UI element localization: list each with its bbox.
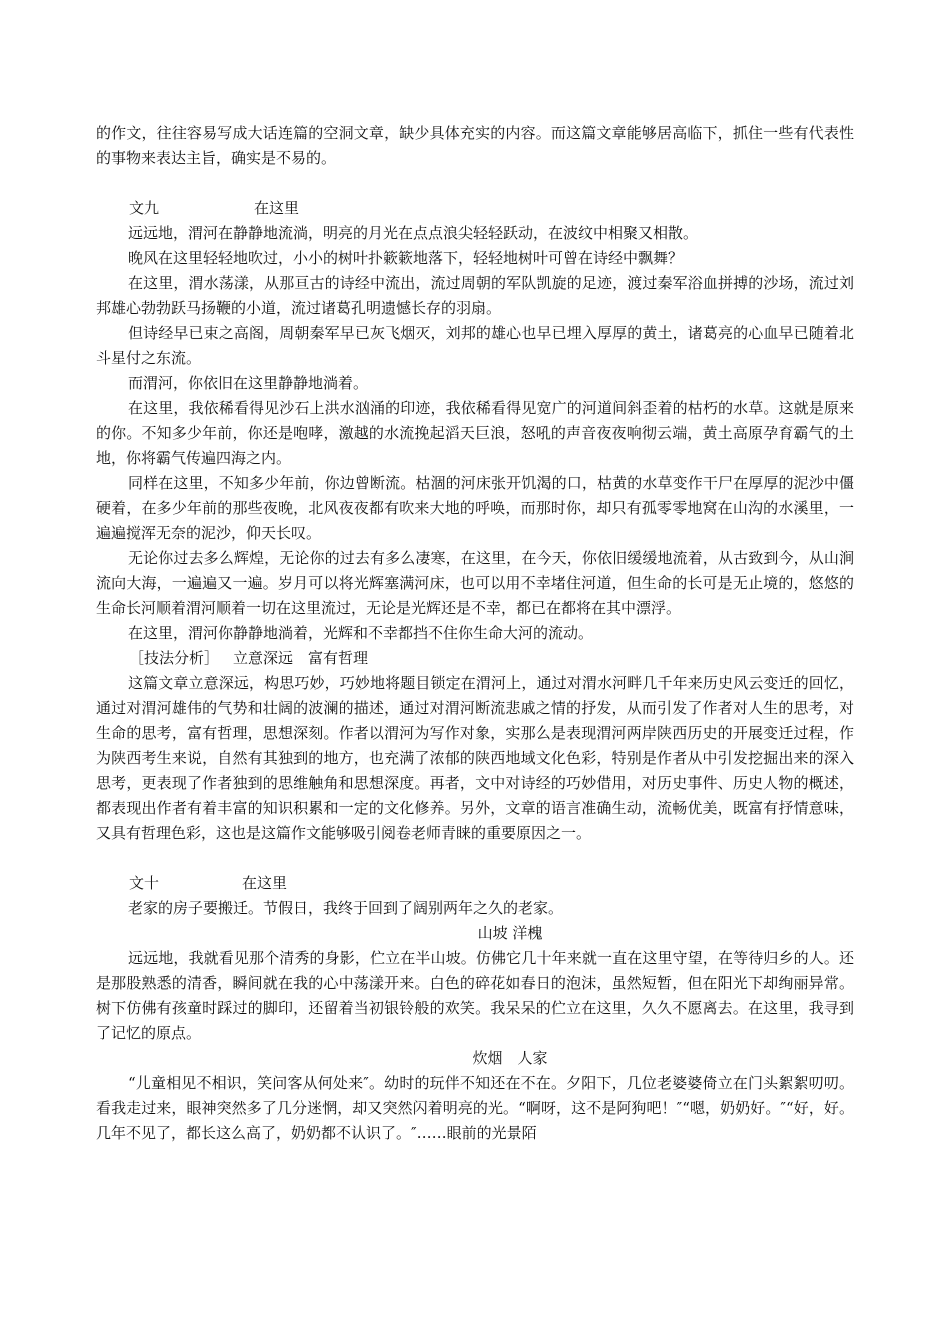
continuation-paragraph: 的作文，往往容易写成大话连篇的空洞文章，缺少具体充实的内容。而这篇文章能够居高临下，抓住一些有代表性的事物来表达主旨，确实是不易的。 bbox=[96, 124, 854, 167]
essay10-section1-text: 远远地，我就看见那个清秀的身影，伫立在半山坡。仿佛它几十年来就一直在这里守望，在等待归乡的人。还是那股熟悉的清香，瞬间就在我的心中荡漾开来。白色的碎花如春日的泡沫，虽然短暂，但在阳光下却绚丽异常。树下仿佛有孩童时踩过的脚印，还留着当初银铃般的欢笑。我呆呆的伫立在这里，久久不愿离去。在这里，我寻到了记忆的原点。 bbox=[96, 949, 854, 1042]
essay10-title: 在这里 bbox=[242, 874, 288, 892]
essay9-paragraph: 在这里，渭水荡漾，从那亘古的诗经中流出，流过周朝的军队凯旋的足迹，渡过秦军浴血拼搏的沙场，流过刘邦雄心勃勃跃马扬鞭的小道，流过诸葛孔明遗憾长存的羽扇。 bbox=[96, 274, 854, 317]
essay9-heading bbox=[96, 196, 854, 221]
essay10-label: 文十 bbox=[129, 874, 160, 892]
essay9-paragraph: 晚风在这里轻轻地吹过，小小的树叶扑簌簌地落下，轻轻地树叶可曾在诗经中飘舞？ bbox=[128, 249, 684, 267]
essay9-analysis-text: 这篇文章立意深远，构思巧妙，巧妙地将题目锁定在渭河上，通过对渭水河畔几千年来历史风云变迁的回忆，通过对渭河雄伟的气势和壮阔的波澜的描述，通过对渭河断流悲戚之情的抒发，从而引发了作者对人生的思考，对生命的思考，富有哲理，思想深刻。作者以渭河为写作对象，实那么是表现渭河两岸陕西历史的开展变迁过程，作为陕西考生来说，自然有其独到的地方，也充满了浓郁的陕西地域文化色彩，特别是作者从中引发挖掘出来的深入思考，更表现了作者独到的思维触角和思想深度。再者，文中对诗经的巧妙借用，对历史事件、历史人物的概述，都表现出作者有着丰富的知识积累和一定的文化修养。另外，文章的语言准确生动，流畅优美，既富有抒情意味，又具有哲理色彩，这也是这篇作文能够吸引阅卷老师青睐的重要原因之一。 bbox=[96, 674, 854, 842]
essay10-heading bbox=[96, 871, 854, 896]
essay10-section2-title: 炊烟 人家 bbox=[472, 1049, 548, 1067]
essay9-paragraph: 在这里，我依稀看得见沙石上洪水汹涌的印迹，我依稀看得见宽广的河道间斜歪着的枯朽的水草。这就是原来的你。不知多少年前，你还是咆哮，激越的水流挽起滔天巨浪，怒吼的声音夜夜响彻云端，黄土高原孕育霸气的土地，你将霸气传遍四海之内。 bbox=[96, 399, 854, 467]
analysis-title: 立意深远 富有哲理 bbox=[233, 649, 369, 667]
essay10-section2-text: “儿童相见不相识，笑问客从何处来″。幼时的玩伴不知还在不在。夕阳下，几位老婆婆倚立在门头絮絮叨叨。看我走过来，眼神突然多了几分迷惘，却又突然闪着明亮的光。“啊呀，这不是阿狗吧！″“嗯，奶奶好。″“好，好。几年不见了，都长这么高了，奶奶都不认识了。″……眼前的光景陌 bbox=[96, 1074, 854, 1142]
spacer bbox=[96, 171, 854, 196]
essay9-paragraph: 在这里，渭河你静静地淌着，光辉和不幸都挡不住你生命大河的流动。 bbox=[128, 624, 594, 642]
analysis-label: ［技法分析］ bbox=[129, 649, 220, 667]
essay9-paragraph: 远远地，渭河在静静地流淌，明亮的月光在点点浪尖轻轻跃动，在波纹中相聚又相散。 bbox=[128, 224, 699, 242]
essay9-paragraph: 同样在这里，不知多少年前，你边曾断流。枯涸的河床张开饥渴的口，枯黄的水草变作干尸在厚厚的泥沙中僵硬着，在多少年前的那些夜晚，北风夜夜都有吹来大地的呼唤，而那时你，却只有孤零零地窝在山沟的水溪里，一遍遍搅浑无奈的泥沙，仰天长叹。 bbox=[96, 474, 854, 542]
essay9-label: 文九 bbox=[129, 199, 160, 217]
spacer bbox=[96, 846, 854, 871]
essay9-paragraph: 但诗经早已束之高阁，周朝秦军早已灰飞烟灭，刘邦的雄心也早已埋入厚厚的黄土，诸葛亮的心血早已随着北斗星付之东流。 bbox=[96, 324, 854, 367]
essay9-paragraph: 无论你过去多么辉煌，无论你的过去有多么凄寒，在这里，在今天，你依旧缓缓地流着，从古致到今，从山涧流向大海，一遍遍又一遍。岁月可以将光辉塞满河床，也可以用不幸堵住河道，但生命的长可是无止境的，悠悠的生命长河顺着渭河顺着一切在这里流过，无论是光辉还是不幸，都已在都将在其中漂浮。 bbox=[96, 549, 854, 617]
essay10-section1-title: 山坡 洋槐 bbox=[477, 924, 543, 942]
essay10-intro: 老家的房子要搬迁。节假日，我终于回到了阔别两年之久的老家。 bbox=[128, 899, 564, 917]
text-column bbox=[96, 121, 854, 1146]
essay9-analysis-heading bbox=[96, 646, 854, 671]
essay9-paragraph: 而渭河，你依旧在这里静静地淌着。 bbox=[128, 374, 369, 392]
essay9-title: 在这里 bbox=[254, 199, 300, 217]
